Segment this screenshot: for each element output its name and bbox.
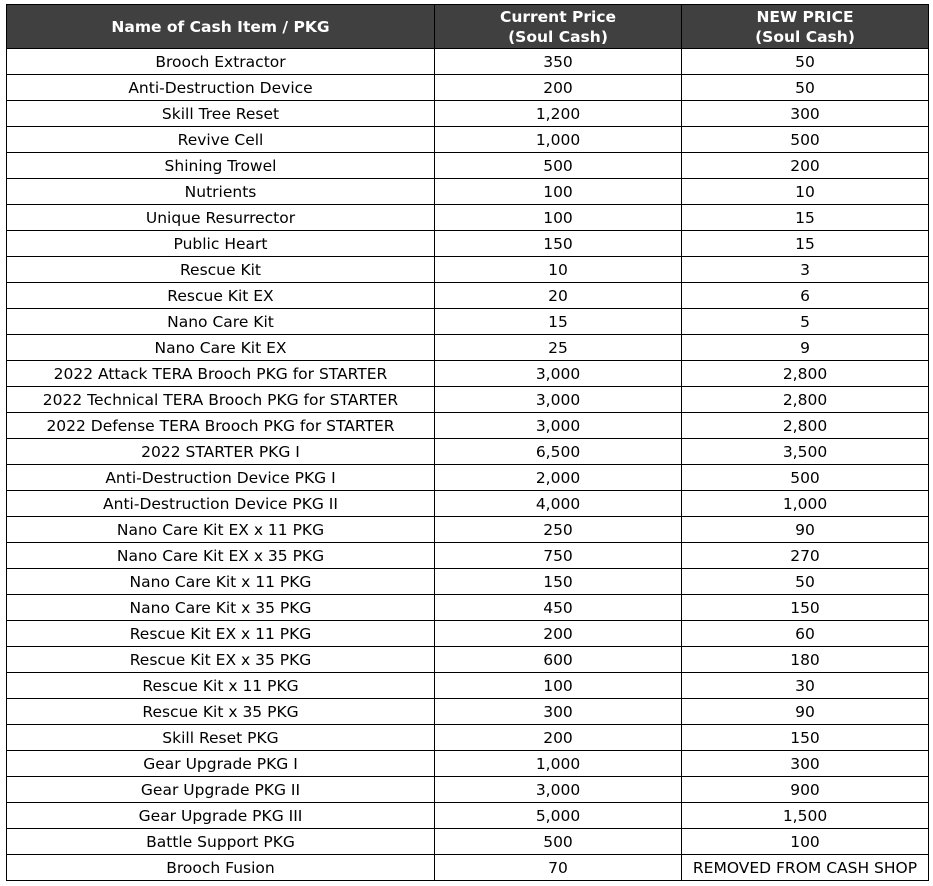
item-name-cell: 2022 Defense TERA Brooch PKG for STARTER xyxy=(7,413,435,439)
current-price-cell: 500 xyxy=(435,153,682,179)
current-price-cell: 3,000 xyxy=(435,413,682,439)
item-name-cell: Nutrients xyxy=(7,179,435,205)
item-name-cell: Rescue Kit x 11 PKG xyxy=(7,673,435,699)
table-row xyxy=(7,491,929,517)
new-price-cell: 60 xyxy=(682,621,929,647)
item-name-cell: Nano Care Kit EX xyxy=(7,335,435,361)
current-price-cell: 350 xyxy=(435,49,682,75)
current-price-cell: 100 xyxy=(435,179,682,205)
table-row xyxy=(7,335,929,361)
item-name-cell: Nano Care Kit x 11 PKG xyxy=(7,569,435,595)
current-price-cell: 1,200 xyxy=(435,101,682,127)
item-name-cell: Unique Resurrector xyxy=(7,205,435,231)
table-row xyxy=(7,101,929,127)
item-name-cell: Nano Care Kit EX x 11 PKG xyxy=(7,517,435,543)
current-price-cell: 1,000 xyxy=(435,127,682,153)
item-name-cell: Gear Upgrade PKG II xyxy=(7,777,435,803)
item-name-cell: Anti-Destruction Device xyxy=(7,75,435,101)
table-row xyxy=(7,725,929,751)
table-row xyxy=(7,283,929,309)
item-name-cell: Nano Care Kit EX x 35 PKG xyxy=(7,543,435,569)
item-name-cell: 2022 STARTER PKG I xyxy=(7,439,435,465)
current-price-cell: 20 xyxy=(435,283,682,309)
table-row xyxy=(7,231,929,257)
new-price-cell: 150 xyxy=(682,725,929,751)
new-price-cell: 3,500 xyxy=(682,439,929,465)
table-row xyxy=(7,361,929,387)
table-row xyxy=(7,803,929,829)
current-price-cell: 250 xyxy=(435,517,682,543)
table-row xyxy=(7,257,929,283)
new-price-cell: 500 xyxy=(682,127,929,153)
current-price-cell: 1,000 xyxy=(435,751,682,777)
item-name-cell: 2022 Attack TERA Brooch PKG for STARTER xyxy=(7,361,435,387)
item-name-cell: Shining Trowel xyxy=(7,153,435,179)
new-price-cell: 50 xyxy=(682,75,929,101)
item-name-cell: Revive Cell xyxy=(7,127,435,153)
current-price-cell: 100 xyxy=(435,673,682,699)
new-price-cell: 30 xyxy=(682,673,929,699)
header-new-price xyxy=(682,5,929,49)
table-row xyxy=(7,179,929,205)
current-price-cell: 200 xyxy=(435,75,682,101)
item-name-cell: Anti-Destruction Device PKG I xyxy=(7,465,435,491)
table-row xyxy=(7,49,929,75)
new-price-cell: 180 xyxy=(682,647,929,673)
new-price-cell: 300 xyxy=(682,101,929,127)
table-row xyxy=(7,569,929,595)
new-price-cell: 3 xyxy=(682,257,929,283)
new-price-cell: 15 xyxy=(682,231,929,257)
new-price-cell: 900 xyxy=(682,777,929,803)
item-name-cell: Brooch Extractor xyxy=(7,49,435,75)
new-price-cell: 270 xyxy=(682,543,929,569)
table-row xyxy=(7,699,929,725)
new-price-cell: 1,000 xyxy=(682,491,929,517)
current-price-cell: 150 xyxy=(435,231,682,257)
table-row xyxy=(7,75,929,101)
table-row xyxy=(7,439,929,465)
current-price-cell: 6,500 xyxy=(435,439,682,465)
table-header xyxy=(7,5,929,49)
item-name-cell: Rescue Kit EX xyxy=(7,283,435,309)
table-row xyxy=(7,543,929,569)
new-price-cell: 9 xyxy=(682,335,929,361)
new-price-cell: 500 xyxy=(682,465,929,491)
table-row xyxy=(7,595,929,621)
item-name-cell: Battle Support PKG xyxy=(7,829,435,855)
item-name-cell: Public Heart xyxy=(7,231,435,257)
current-price-cell: 5,000 xyxy=(435,803,682,829)
item-name-cell: Skill Tree Reset xyxy=(7,101,435,127)
current-price-cell: 600 xyxy=(435,647,682,673)
table-body xyxy=(7,49,929,881)
current-price-cell: 300 xyxy=(435,699,682,725)
table-row xyxy=(7,673,929,699)
header-current-price xyxy=(435,5,682,49)
current-price-cell: 25 xyxy=(435,335,682,361)
new-price-cell: 50 xyxy=(682,49,929,75)
new-price-cell: 50 xyxy=(682,569,929,595)
item-name-cell: Anti-Destruction Device PKG II xyxy=(7,491,435,517)
current-price-cell: 70 xyxy=(435,855,682,881)
header-current-line2: (Soul Cash) xyxy=(508,27,608,46)
new-price-cell: 1,500 xyxy=(682,803,929,829)
new-price-cell: 6 xyxy=(682,283,929,309)
current-price-cell: 100 xyxy=(435,205,682,231)
item-name-cell: Gear Upgrade PKG I xyxy=(7,751,435,777)
header-new-line2: (Soul Cash) xyxy=(755,27,855,46)
new-price-cell: 90 xyxy=(682,699,929,725)
item-name-cell: Gear Upgrade PKG III xyxy=(7,803,435,829)
new-price-cell: 100 xyxy=(682,829,929,855)
current-price-cell: 3,000 xyxy=(435,387,682,413)
table-row xyxy=(7,153,929,179)
header-name-label: Name of Cash Item / PKG xyxy=(111,17,330,36)
table-row xyxy=(7,621,929,647)
new-price-cell: 90 xyxy=(682,517,929,543)
new-price-cell: 150 xyxy=(682,595,929,621)
item-name-cell: Brooch Fusion xyxy=(7,855,435,881)
new-price-cell: 300 xyxy=(682,751,929,777)
new-price-cell: 10 xyxy=(682,179,929,205)
table-row xyxy=(7,309,929,335)
header-row xyxy=(7,5,929,49)
item-name-cell: Rescue Kit xyxy=(7,257,435,283)
table-row xyxy=(7,751,929,777)
new-price-cell: 5 xyxy=(682,309,929,335)
current-price-cell: 2,000 xyxy=(435,465,682,491)
table-row xyxy=(7,127,929,153)
current-price-cell: 450 xyxy=(435,595,682,621)
new-price-cell: 200 xyxy=(682,153,929,179)
current-price-cell: 750 xyxy=(435,543,682,569)
table-row xyxy=(7,647,929,673)
new-price-cell: 2,800 xyxy=(682,387,929,413)
header-name xyxy=(7,5,435,49)
current-price-cell: 3,000 xyxy=(435,361,682,387)
table-row xyxy=(7,829,929,855)
current-price-cell: 3,000 xyxy=(435,777,682,803)
current-price-cell: 200 xyxy=(435,725,682,751)
price-table xyxy=(6,4,929,881)
item-name-cell: 2022 Technical TERA Brooch PKG for STARTER xyxy=(7,387,435,413)
header-new-line1: NEW PRICE xyxy=(756,7,854,26)
table-row xyxy=(7,777,929,803)
item-name-cell: Skill Reset PKG xyxy=(7,725,435,751)
new-price-cell: REMOVED FROM CASH SHOP xyxy=(682,855,929,881)
item-name-cell: Nano Care Kit x 35 PKG xyxy=(7,595,435,621)
new-price-cell: 2,800 xyxy=(682,413,929,439)
table-row xyxy=(7,387,929,413)
current-price-cell: 150 xyxy=(435,569,682,595)
item-name-cell: Rescue Kit EX x 11 PKG xyxy=(7,621,435,647)
table-row xyxy=(7,413,929,439)
table-row xyxy=(7,465,929,491)
item-name-cell: Nano Care Kit xyxy=(7,309,435,335)
item-name-cell: Rescue Kit EX x 35 PKG xyxy=(7,647,435,673)
current-price-cell: 15 xyxy=(435,309,682,335)
current-price-cell: 4,000 xyxy=(435,491,682,517)
current-price-cell: 200 xyxy=(435,621,682,647)
current-price-cell: 500 xyxy=(435,829,682,855)
table-row xyxy=(7,855,929,881)
item-name-cell: Rescue Kit x 35 PKG xyxy=(7,699,435,725)
current-price-cell: 10 xyxy=(435,257,682,283)
new-price-cell: 15 xyxy=(682,205,929,231)
header-current-line1: Current Price xyxy=(499,7,617,26)
new-price-cell: 2,800 xyxy=(682,361,929,387)
table-row xyxy=(7,205,929,231)
table-row xyxy=(7,517,929,543)
